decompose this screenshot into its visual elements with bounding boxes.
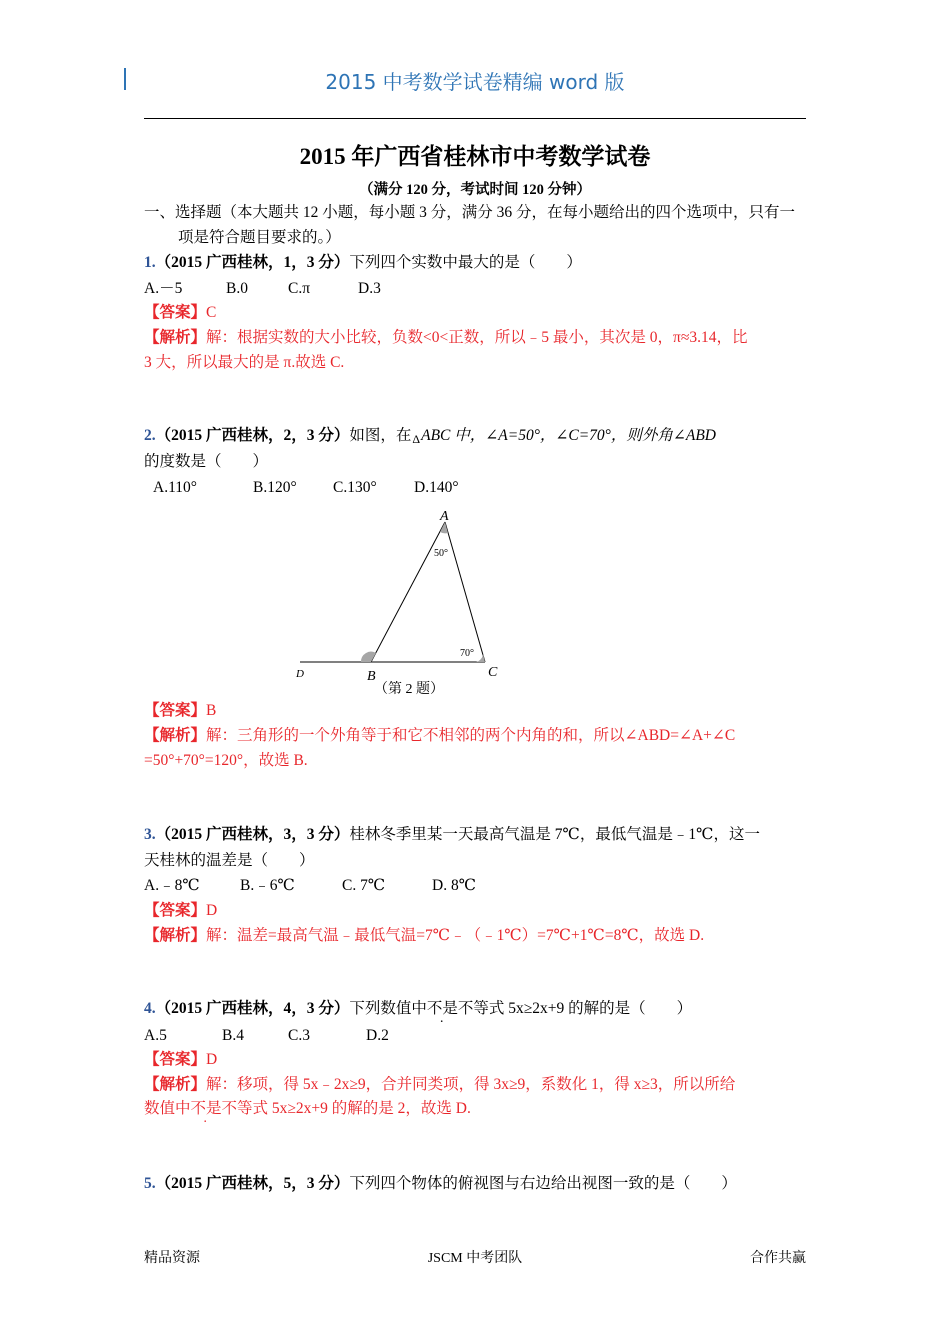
question-text-continued: 不等式 5x≥2x+9 的解的是（ ） bbox=[457, 1000, 693, 1017]
question-2-options bbox=[153, 477, 459, 499]
option-b: B.120° bbox=[253, 479, 297, 496]
question-source: （2015 广西桂林，2，3 分） bbox=[155, 427, 350, 444]
option-c: C. 7℃ bbox=[342, 877, 386, 894]
question-number: 2. bbox=[144, 427, 156, 444]
vertex-c-label: C bbox=[488, 665, 498, 680]
question-5-stem bbox=[144, 1173, 737, 1195]
analysis-text: 解：根据实数的大小比较，负数<0<正数，所以﹣5 最小，其次是 0，π≈3.14，比 bbox=[206, 329, 748, 346]
triangle-symbol-icon: Δ bbox=[412, 432, 421, 446]
question-1-answer bbox=[144, 302, 216, 324]
option-d: D.140° bbox=[414, 479, 459, 496]
question-number: 4. bbox=[144, 1000, 156, 1017]
option-b: B.4 bbox=[222, 1027, 244, 1044]
question-1-stem bbox=[144, 252, 582, 274]
question-text: 桂林冬季里某一天最高气温是 7℃，最低气温是﹣1℃，这一 bbox=[349, 826, 760, 843]
question-source: （2015 广西桂林，4，3 分） bbox=[155, 1000, 350, 1017]
question-number: 5. bbox=[144, 1175, 156, 1192]
section-heading-line1: 一、选择题（本大题共 12 小题，每小题 3 分，满分 36 分，在每小题给出的四个选项中，只有一 bbox=[144, 204, 796, 221]
question-source: （2015 广西桂林，1，3 分） bbox=[155, 254, 350, 271]
analysis-text: 数值中 bbox=[144, 1100, 191, 1117]
angle-c-arc bbox=[476, 654, 485, 662]
question-2-stem bbox=[144, 425, 716, 450]
vertex-b-label: B bbox=[367, 669, 376, 684]
analysis-label: 【解析】 bbox=[144, 329, 207, 346]
option-c: C.π bbox=[288, 280, 311, 297]
question-4-stem bbox=[144, 998, 692, 1020]
question-number: 1. bbox=[144, 254, 156, 271]
question-1-options bbox=[144, 278, 381, 300]
vertex-a-label: A bbox=[440, 509, 449, 524]
option-c: C.3 bbox=[288, 1027, 310, 1044]
side-ab bbox=[371, 522, 445, 662]
footer-left: 精品资源 bbox=[144, 1251, 200, 1266]
answer-label: 【答案】 bbox=[144, 1051, 207, 1068]
question-3-answer bbox=[144, 900, 217, 922]
analysis-label: 【解析】 bbox=[144, 727, 207, 744]
header-divider bbox=[144, 118, 806, 119]
option-b: B.﹣6℃ bbox=[240, 877, 295, 894]
section-heading-line2: 项是符合题目要求的。） bbox=[178, 229, 341, 246]
question-4-options bbox=[144, 1025, 389, 1047]
triangle-figure bbox=[280, 500, 520, 700]
question-2-analysis-line1 bbox=[144, 725, 735, 747]
emphasis-text: 不是 bbox=[426, 1000, 458, 1017]
question-4-answer bbox=[144, 1049, 217, 1071]
analysis-text: 解：三角形的一个外角等于和它不相邻的两个内角的和，所以∠ABD=∠A+∠C bbox=[206, 727, 736, 744]
question-number: 3. bbox=[144, 826, 156, 843]
document-title: 2015 年广西省桂林市中考数学试卷 bbox=[299, 144, 651, 169]
question-1-analysis-line2: 3 大，所以最大的是 π.故选 C. bbox=[144, 354, 345, 371]
header-title: 2015 中考数学试卷精编 word 版 bbox=[325, 70, 625, 94]
question-2-analysis-line2: =50°+70°=120°，故选 B. bbox=[144, 752, 308, 769]
question-3-stem-line2: 天桂林的温差是（ ） bbox=[144, 852, 315, 869]
figure-caption: （第 2 题） bbox=[374, 682, 444, 697]
question-text: 下列数值中 bbox=[349, 1000, 427, 1017]
question-4-analysis-line1 bbox=[144, 1074, 735, 1096]
question-text: 如图，在 bbox=[349, 427, 412, 444]
answer-label: 【答案】 bbox=[144, 902, 207, 919]
point-d-label: D bbox=[296, 668, 304, 680]
option-d: D.2 bbox=[366, 1027, 389, 1044]
option-a: A.5 bbox=[144, 1027, 167, 1044]
question-text: 下列四个实数中最大的是（ ） bbox=[349, 254, 582, 271]
question-3-analysis bbox=[144, 925, 704, 947]
answer-value: D bbox=[206, 902, 218, 919]
emphasis-text: 不是 bbox=[190, 1100, 222, 1117]
angle-c-label: 70° bbox=[460, 648, 474, 659]
analysis-text: 解：温差=最高气温﹣最低气温=7℃﹣（﹣1℃）=7℃+1℃=8℃，故选 D. bbox=[206, 927, 705, 944]
question-3-stem bbox=[144, 824, 760, 846]
analysis-label: 【解析】 bbox=[144, 927, 207, 944]
option-c: C.130° bbox=[333, 479, 377, 496]
question-3-options bbox=[144, 875, 476, 897]
angle-a-label: 50° bbox=[434, 548, 448, 559]
question-1-analysis-line1 bbox=[144, 327, 747, 349]
option-d: D.3 bbox=[358, 280, 381, 297]
document-subtitle: （满分 120 分，考试时间 120 分钟） bbox=[359, 182, 591, 198]
option-a: A.110° bbox=[153, 479, 197, 496]
answer-value: B bbox=[206, 702, 217, 719]
option-d: D. 8℃ bbox=[432, 877, 477, 894]
answer-value: D bbox=[206, 1051, 218, 1068]
side-ac bbox=[445, 522, 485, 662]
analysis-text-continued: 不等式 5x≥2x+9 的解的是 2，故选 D. bbox=[221, 1100, 471, 1117]
answer-value: C bbox=[206, 304, 217, 321]
answer-label: 【答案】 bbox=[144, 702, 207, 719]
question-text: 下列四个物体的俯视图与右边给出视图一致的是（ ） bbox=[349, 1175, 737, 1192]
footer-center: JSCM 中考团队 bbox=[427, 1251, 523, 1266]
question-2-answer bbox=[144, 700, 216, 722]
angle-abd-arc bbox=[361, 652, 376, 662]
option-a: A.－5 bbox=[144, 280, 183, 297]
question-text-continued: ABC 中，∠A=50°，∠C=70°，则外角∠ABD bbox=[421, 427, 716, 444]
question-2-stem-line2: 的度数是（ ） bbox=[144, 453, 269, 470]
question-source: （2015 广西桂林，3，3 分） bbox=[155, 826, 350, 843]
analysis-text: 解：移项，得 5x﹣2x≥9，合并同类项，得 3x≥9，系数化 1，得 x≥3，所以所给 bbox=[206, 1076, 736, 1093]
question-4-analysis-line2 bbox=[144, 1098, 471, 1120]
question-source: （2015 广西桂林，5，3 分） bbox=[155, 1175, 350, 1192]
option-b: B.0 bbox=[226, 280, 248, 297]
answer-label: 【答案】 bbox=[144, 304, 207, 321]
footer-right: 合作共赢 bbox=[750, 1251, 806, 1266]
option-a: A.﹣8℃ bbox=[144, 877, 200, 894]
analysis-label: 【解析】 bbox=[144, 1076, 207, 1093]
